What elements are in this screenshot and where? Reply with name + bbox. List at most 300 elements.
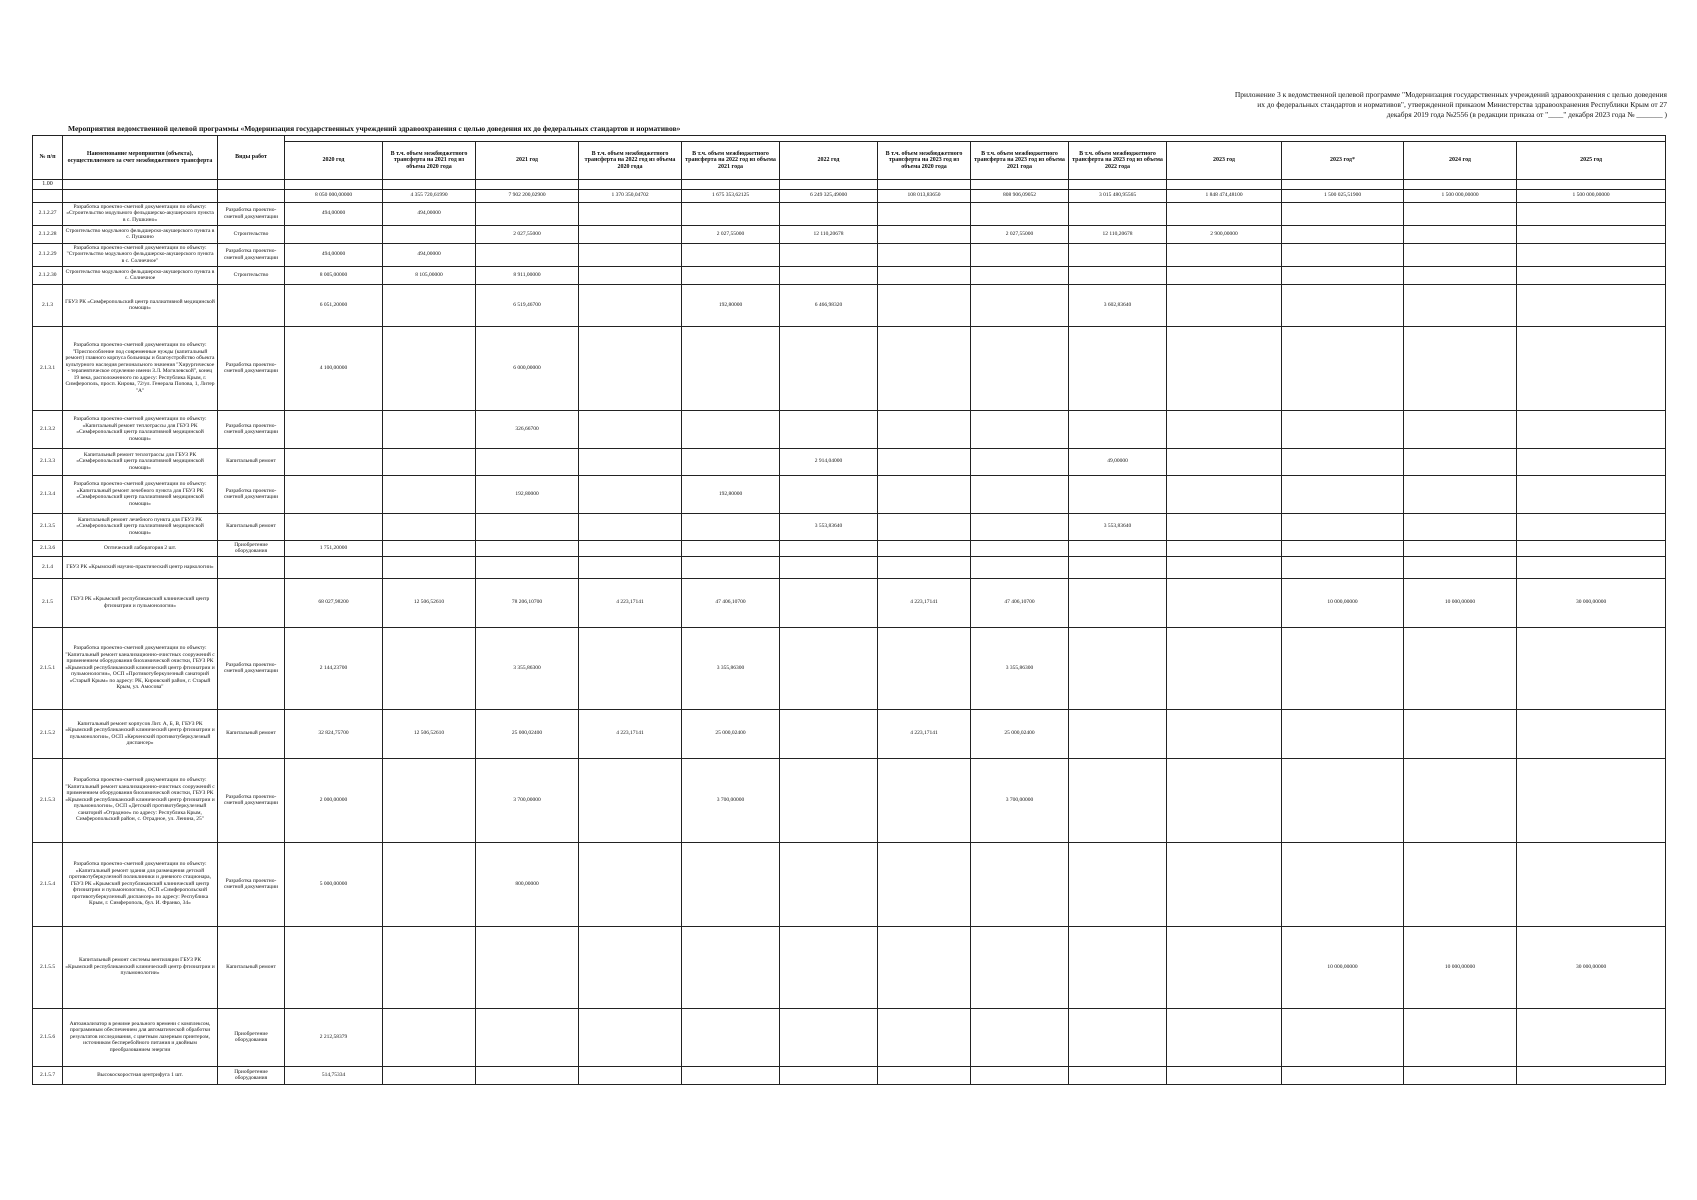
row-value: 6 051,20000 — [285, 284, 383, 326]
header-year: 2025 год — [1517, 142, 1666, 180]
appendix-line: их до федеральных стандартов и нормативов", утвержденной приказом Министерства здравоохранения Республики Крым от 27 — [1257, 100, 1667, 109]
row-value — [1282, 709, 1404, 758]
row-value: 3 553,83640 — [1069, 513, 1167, 540]
row-value — [971, 513, 1069, 540]
row-value — [1517, 842, 1666, 926]
row-value — [1167, 627, 1282, 709]
row-value — [780, 556, 878, 578]
row-value — [383, 326, 476, 410]
row-value: 494,00000 — [285, 202, 383, 225]
row-value — [579, 448, 682, 475]
row-name: Разработка проектно-сметной документации по объекту: "Капитальный ремонт канализационно-очистных сооружений с применением оборудования биохимической очистки, ГБУЗ РК «Крымский республиканский клинический центр фтизиатрии и пульмонологии», ОСП «Детский противотуберкулезный санаторий «Отрадное» по адресу: Республика Крым, Симферопольский район, с. Отрадное, ул. Ленина, 25" — [63, 758, 218, 842]
row-value: 12 506,52610 — [383, 709, 476, 758]
row-value — [878, 284, 971, 326]
row-value: 10 000,00000 — [1282, 578, 1404, 627]
header-year: 2023 год* — [1282, 142, 1404, 180]
row-value — [1404, 709, 1517, 758]
row-value: 10 000,00000 — [1404, 926, 1517, 1008]
row-value: 494,00000 — [383, 243, 476, 266]
row-value — [1167, 709, 1282, 758]
total-value: 1 500 025,51900 — [1282, 189, 1404, 202]
row-value — [971, 475, 1069, 513]
row-value — [878, 627, 971, 709]
row-value — [1404, 1008, 1517, 1066]
row-value — [780, 627, 878, 709]
row-number: 2.1.2.30 — [33, 266, 63, 284]
table-row — [33, 842, 1666, 926]
table-row — [33, 1008, 1666, 1066]
row-value — [682, 266, 780, 284]
row-value — [682, 540, 780, 556]
header-type: Виды работ — [218, 136, 285, 180]
row-value — [682, 243, 780, 266]
row-value: 2 914,04000 — [780, 448, 878, 475]
row-value — [878, 556, 971, 578]
row-value: 78 206,10700 — [476, 578, 579, 627]
row-value — [1404, 1066, 1517, 1084]
row-work-type: Приобретение оборудования — [218, 1008, 285, 1066]
row-value: 8 005,00000 — [285, 266, 383, 284]
table-row — [33, 627, 1666, 709]
row-value — [1517, 556, 1666, 578]
table-row — [33, 243, 1666, 266]
row-value — [878, 475, 971, 513]
table-row — [33, 448, 1666, 475]
row-value — [878, 758, 971, 842]
total-value: 3 015 480,95565 — [1069, 189, 1167, 202]
table-row — [33, 266, 1666, 284]
row-work-type: Разработка проектно-сметной документации — [218, 758, 285, 842]
table-row — [33, 540, 1666, 556]
row-value — [971, 243, 1069, 266]
row-value: 12 506,52610 — [383, 578, 476, 627]
row-value — [1404, 410, 1517, 448]
row-value — [682, 410, 780, 448]
row-value — [1069, 540, 1167, 556]
row-name: ГБУЗ РК «Крымский научно-практический центр наркологии» — [63, 556, 218, 578]
row-value — [285, 475, 383, 513]
total-value: 1 370 350,04702 — [579, 189, 682, 202]
row-value — [1404, 202, 1517, 225]
row-value — [878, 202, 971, 225]
row-value: 4 223,17141 — [579, 578, 682, 627]
appendix-note — [1147, 90, 1667, 120]
row-value: 47 406,10700 — [682, 578, 780, 627]
row-value: 326,66700 — [476, 410, 579, 448]
row-value — [1517, 758, 1666, 842]
row-work-type: Разработка проектно-сметной документации — [218, 326, 285, 410]
row-name: Капитальный ремонт теплотрассы для ГБУЗ РК «Симферопольский центр паллиативной медицинской помощи» — [63, 448, 218, 475]
header-year: 2020 год — [285, 142, 383, 180]
row-number: 2.1.4 — [33, 556, 63, 578]
row-value: 5 000,00000 — [285, 842, 383, 926]
header-name: Наименование мероприятия (объекта), осуществляемого за счет межбюджетного трансферта — [63, 136, 218, 180]
row-value — [476, 540, 579, 556]
row-value — [1069, 627, 1167, 709]
total-value: 1 848 474,48100 — [1167, 189, 1282, 202]
table-row — [33, 1066, 1666, 1084]
row-number: 2.1.3.5 — [33, 513, 63, 540]
row-value — [579, 266, 682, 284]
row-value: 4 223,17141 — [878, 709, 971, 758]
row-value — [1404, 448, 1517, 475]
row-value — [1069, 202, 1167, 225]
row-value — [1404, 627, 1517, 709]
table-row — [33, 202, 1666, 225]
row-value: 8 105,00000 — [383, 266, 476, 284]
row-value — [878, 926, 971, 1008]
row-value — [1069, 266, 1167, 284]
row-value — [383, 513, 476, 540]
row-value — [682, 926, 780, 1008]
row-value: 3 553,83640 — [780, 513, 878, 540]
total-value: 1 500 000,00000 — [1517, 189, 1666, 202]
table-row — [33, 225, 1666, 243]
row-value — [682, 556, 780, 578]
row-value — [1069, 842, 1167, 926]
row-value — [383, 225, 476, 243]
row-value — [1517, 1066, 1666, 1084]
row-value — [1282, 1066, 1404, 1084]
row-name: ГБУЗ РК «Крымский республиканский клинический центр фтизиатрии и пульмонологии» — [63, 578, 218, 627]
row-value: 30 000,00000 — [1517, 926, 1666, 1008]
row-value — [285, 410, 383, 448]
row-value — [579, 513, 682, 540]
row-value — [1404, 842, 1517, 926]
row-value: 10 000,00000 — [1404, 578, 1517, 627]
row-work-type: Строительство — [218, 225, 285, 243]
row-value — [1069, 326, 1167, 410]
row-value — [1282, 758, 1404, 842]
row-value — [780, 410, 878, 448]
row-value — [971, 326, 1069, 410]
row-value: 6 519,46700 — [476, 284, 579, 326]
row-value: 800,00000 — [476, 842, 579, 926]
row-value: 2 212,58379 — [285, 1008, 383, 1066]
row-value — [971, 540, 1069, 556]
total-value: 1 675 353,62125 — [682, 189, 780, 202]
row-value — [476, 556, 579, 578]
row-value — [1167, 202, 1282, 225]
row-value — [1517, 513, 1666, 540]
row-value: 2 027,55000 — [476, 225, 579, 243]
row-value — [285, 926, 383, 1008]
row-value — [1069, 1066, 1167, 1084]
row-value — [780, 926, 878, 1008]
row-value — [1517, 410, 1666, 448]
row-value — [1517, 225, 1666, 243]
row-name: Оптический лаборатория 2 шт. — [63, 540, 218, 556]
total-value: 808 906,09052 — [971, 189, 1069, 202]
row-value: 3 700,00000 — [682, 758, 780, 842]
row-value — [383, 1066, 476, 1084]
row-value: 1 751,20000 — [285, 540, 383, 556]
row-value — [476, 1008, 579, 1066]
row-value — [971, 284, 1069, 326]
row-value — [579, 202, 682, 225]
row-value — [1404, 266, 1517, 284]
row-value — [780, 758, 878, 842]
row-value — [878, 243, 971, 266]
row-value — [780, 1008, 878, 1066]
row-value — [1167, 578, 1282, 627]
row-number: 2.1.5.7 — [33, 1066, 63, 1084]
header-year: В т.ч. объем межбюджетного трансферта на 2023 год из объема 2020 года — [878, 142, 971, 180]
row-value: 514,75334 — [285, 1066, 383, 1084]
row-work-type: Разработка проектно-сметной документации — [218, 410, 285, 448]
row-value — [285, 556, 383, 578]
row-value — [971, 202, 1069, 225]
total-value: 108 013,83650 — [878, 189, 971, 202]
row-work-type: Разработка проектно-сметной документации — [218, 243, 285, 266]
row-value — [971, 842, 1069, 926]
row-value — [1167, 243, 1282, 266]
row-value — [1282, 842, 1404, 926]
row-value — [1517, 243, 1666, 266]
appendix-line: декабря 2019 года №2556 (в редакции приказа от "____" декабря 2023 года № _______ ) — [1386, 110, 1667, 119]
row-value: 30 000,00000 — [1517, 578, 1666, 627]
row-value — [1069, 709, 1167, 758]
row-value: 6 466,98320 — [780, 284, 878, 326]
row-value — [1404, 556, 1517, 578]
row-value — [1282, 243, 1404, 266]
row-value: 3 700,00000 — [971, 758, 1069, 842]
row-value — [1517, 540, 1666, 556]
row-value — [1167, 326, 1282, 410]
row-value: 6 000,00000 — [476, 326, 579, 410]
row-name: Автоанализатор в режиме реального времени с комплексом, программным обеспечением для автоматической обработки результатов исследования, с цветным лазерным принтером, источником бесперебойного питания и двойным преобразованием энергии — [63, 1008, 218, 1066]
row-value: 12 110,20678 — [780, 225, 878, 243]
section-row — [33, 578, 1666, 627]
row-value — [1069, 556, 1167, 578]
row-value: 8 911,00000 — [476, 266, 579, 284]
row-value — [579, 842, 682, 926]
row-number: 2.1.5.3 — [33, 758, 63, 842]
row-value — [682, 448, 780, 475]
row-value — [579, 926, 682, 1008]
row-value — [1404, 326, 1517, 410]
row-value — [1069, 410, 1167, 448]
row-value — [1167, 410, 1282, 448]
row-value — [780, 326, 878, 410]
row-name: Капитальный ремонт корпусов Лит. А, Б, В, ГБУЗ РК «Крымский республиканский клинический центр фтизиатрии и пульмонологии», ОСП «Керченский противотуберкулезный диспансер» — [63, 709, 218, 758]
row-value — [579, 243, 682, 266]
table-row — [33, 326, 1666, 410]
row-value — [383, 1008, 476, 1066]
row-name: ГБУЗ РК «Симферопольский центр паллиативной медицинской помощи» — [63, 284, 218, 326]
row-value — [1167, 513, 1282, 540]
row-name: Разработка проектно-сметной документации по объекту: «Капитальный ремонт лечебного пункта для ГБУЗ РК «Симферопольский центр паллиативной медицинской помощи» — [63, 475, 218, 513]
row-value — [383, 475, 476, 513]
row-value — [1282, 1008, 1404, 1066]
table-row — [33, 926, 1666, 1008]
row-value — [878, 266, 971, 284]
row-value — [476, 448, 579, 475]
row-value: 47 406,10700 — [971, 578, 1069, 627]
row-value — [878, 1008, 971, 1066]
row-value — [1167, 758, 1282, 842]
row-value — [780, 1066, 878, 1084]
row-value — [1404, 284, 1517, 326]
document-title: Мероприятия ведомственной целевой программы «Модернизация государственных учреждений здравоохранения с целью доведения их до федеральных стандартов и нормативов» — [68, 124, 681, 133]
row-value — [878, 513, 971, 540]
row-value: 3 355,86300 — [476, 627, 579, 709]
row-work-type: Приобретение оборудования — [218, 1066, 285, 1084]
row-value — [1167, 926, 1282, 1008]
row-value — [1282, 513, 1404, 540]
row-value — [780, 709, 878, 758]
row-value — [476, 1066, 579, 1084]
row-value — [878, 540, 971, 556]
row-value — [1282, 410, 1404, 448]
row-value — [383, 556, 476, 578]
row-value — [1167, 540, 1282, 556]
row-value: 2 900,00000 — [1167, 225, 1282, 243]
row-value — [579, 758, 682, 842]
row-value: 25 000,02400 — [971, 709, 1069, 758]
row-value — [383, 284, 476, 326]
row-value: 4 223,17141 — [878, 578, 971, 627]
total-number: 1.00 — [33, 180, 63, 190]
row-value — [1517, 202, 1666, 225]
row-number: 2.1.3.6 — [33, 540, 63, 556]
row-value — [1167, 842, 1282, 926]
header-year: В т.ч. объем межбюджетного трансферта на 2022 год из объема 2021 года — [682, 142, 780, 180]
row-value — [682, 1008, 780, 1066]
row-value — [1282, 202, 1404, 225]
row-value — [971, 266, 1069, 284]
row-value — [780, 475, 878, 513]
row-work-type: Капитальный ремонт — [218, 448, 285, 475]
header-year: 2022 год — [780, 142, 878, 180]
row-work-type: Разработка проектно-сметной документации — [218, 475, 285, 513]
row-value — [1517, 1008, 1666, 1066]
table-row — [33, 475, 1666, 513]
row-name: Разработка проектно-сметной документации по объекту: «Капитальный ремонт теплотрассы для ГБУЗ РК «Симферопольский центр паллиативной медицинской помощи» — [63, 410, 218, 448]
row-work-type: Разработка проектно-сметной документации — [218, 202, 285, 225]
row-value — [682, 326, 780, 410]
row-name: Строительство модульного фельдшерско-акушерского пункта в с. Солнечное — [63, 266, 218, 284]
row-number: 2.1.3.1 — [33, 326, 63, 410]
row-name: Высокоскоростная центрифуга 1 шт. — [63, 1066, 218, 1084]
table-row — [33, 513, 1666, 540]
row-value — [1517, 627, 1666, 709]
row-value: 10 000,00000 — [1282, 926, 1404, 1008]
row-work-type: Капитальный ремонт — [218, 709, 285, 758]
row-value: 192,80000 — [476, 475, 579, 513]
row-number: 2.1.2.29 — [33, 243, 63, 266]
row-value — [682, 842, 780, 926]
row-number: 2.1.2.28 — [33, 225, 63, 243]
row-value — [971, 1066, 1069, 1084]
row-number: 2.1.3 — [33, 284, 63, 326]
row-value — [780, 540, 878, 556]
row-work-type — [218, 578, 285, 627]
row-value — [1069, 578, 1167, 627]
row-value: 25 000,02400 — [476, 709, 579, 758]
row-value: 49,00000 — [1069, 448, 1167, 475]
row-value — [1282, 540, 1404, 556]
row-number: 2.1.5.5 — [33, 926, 63, 1008]
row-value — [971, 448, 1069, 475]
row-value — [579, 475, 682, 513]
row-value — [878, 326, 971, 410]
header-year: В т.ч. объем межбюджетного трансферта на 2023 год из объема 2021 года — [971, 142, 1069, 180]
row-value — [878, 1066, 971, 1084]
row-value — [1517, 284, 1666, 326]
row-value — [383, 540, 476, 556]
row-name: Разработка проектно-сметной документации по объекту: "Строительство модульного фельдшерско-акушерского пункта в с. Солнечное" — [63, 243, 218, 266]
row-work-type: Разработка проектно-сметной документации — [218, 627, 285, 709]
row-value: 2 027,55000 — [682, 225, 780, 243]
row-work-type — [218, 284, 285, 326]
row-value — [1404, 540, 1517, 556]
row-value — [780, 842, 878, 926]
row-value — [579, 326, 682, 410]
row-value — [682, 513, 780, 540]
row-value — [383, 926, 476, 1008]
row-value — [383, 410, 476, 448]
row-work-type: Приобретение оборудования — [218, 540, 285, 556]
row-value — [383, 842, 476, 926]
row-number: 2.1.3.3 — [33, 448, 63, 475]
row-value — [682, 202, 780, 225]
row-value: 32 824,75700 — [285, 709, 383, 758]
row-value — [971, 926, 1069, 1008]
row-name: Капитальный ремонт лечебного пункта для ГБУЗ РК «Симферопольский центр паллиативной медицинской помощи» — [63, 513, 218, 540]
header-year: В т.ч. объем межбюджетного трансферта на 2022 год из объема 2020 года — [579, 142, 682, 180]
row-value: 192,80000 — [682, 475, 780, 513]
row-work-type: Разработка проектно-сметной документации — [218, 842, 285, 926]
row-number: 2.1.5.2 — [33, 709, 63, 758]
row-name: Капитальный ремонт системы вентиляции ГБУЗ РК «Крымский республиканский клинический центр фтизиатрии и пульмонологии» — [63, 926, 218, 1008]
row-name: Разработка проектно-сметной документации по объекту: «Капитальный ремонт здания для размещения детской противотуберкулезной поликлиники и дневного стационара, ГБУЗ РК «Крымский республиканский клинический центр фтизиатрии и пульмонологии», ОСП «Симферопольский противотуберкулезный диспансер» по адресу: Республика Крым, г. Симферополь, бул. И. Франко, 34» — [63, 842, 218, 926]
row-value — [1517, 448, 1666, 475]
row-value — [1282, 284, 1404, 326]
section-row — [33, 284, 1666, 326]
row-name: Разработка проектно-сметной документации по объекту: «Строительство модульного фельдшерско-акушерского пункта в с. Пушкино» — [63, 202, 218, 225]
total-value: 8 050 000,00000 — [285, 189, 383, 202]
row-value: 3 602,83640 — [1069, 284, 1167, 326]
row-value — [1282, 326, 1404, 410]
row-value — [1282, 448, 1404, 475]
row-value — [971, 1008, 1069, 1066]
row-value: 25 000,02400 — [682, 709, 780, 758]
row-value — [1404, 225, 1517, 243]
total-number-row — [33, 180, 1666, 190]
row-value — [1167, 1008, 1282, 1066]
row-value — [383, 758, 476, 842]
row-value — [579, 540, 682, 556]
header-year: 2023 год — [1167, 142, 1282, 180]
row-value — [878, 448, 971, 475]
row-value — [1517, 709, 1666, 758]
row-value: 4 100,00000 — [285, 326, 383, 410]
row-value — [1069, 475, 1167, 513]
row-value — [780, 266, 878, 284]
header-year: 2024 год — [1404, 142, 1517, 180]
row-value — [1282, 556, 1404, 578]
appendix-line: Приложение 3 к ведомственной целевой программе "Модернизация государственных учреждений здравоохранения с целью доведения — [1234, 90, 1667, 99]
row-value — [285, 513, 383, 540]
row-value — [1167, 448, 1282, 475]
row-name: Разработка проектно-сметной документации по объекту: "Капитальный ремонт канализационно-очистных сооружений с применением оборудования биохимической очистки, ГБУЗ РК «Крымский республиканский клинический центр фтизиатрии и пульмонологии», ОСП «Противотуберкулезный санаторий «Старый Крым» по адресу: РК, Кировский район, г. Старый Крым, ул. Амосова" — [63, 627, 218, 709]
program-table — [32, 135, 1666, 1085]
row-name: Разработка проектно-сметной документации по объекту: "Приспособление под современные нужды (капитальный ремонт) главного корпуса больницы и благоустройство объекта культурного наследия регионального значения "Хирургическое - терапевтическое отделение имени З.Л. Могилевской", конец 19 века, расположенного по адресу: Республика Крым, г. Симферополь, просп. Кирова, 72/ул. Генерала Попова, 1, Литер "А" — [63, 326, 218, 410]
row-number: 2.1.5.4 — [33, 842, 63, 926]
row-value — [476, 243, 579, 266]
total-value: 4 355 720,61990 — [383, 189, 476, 202]
